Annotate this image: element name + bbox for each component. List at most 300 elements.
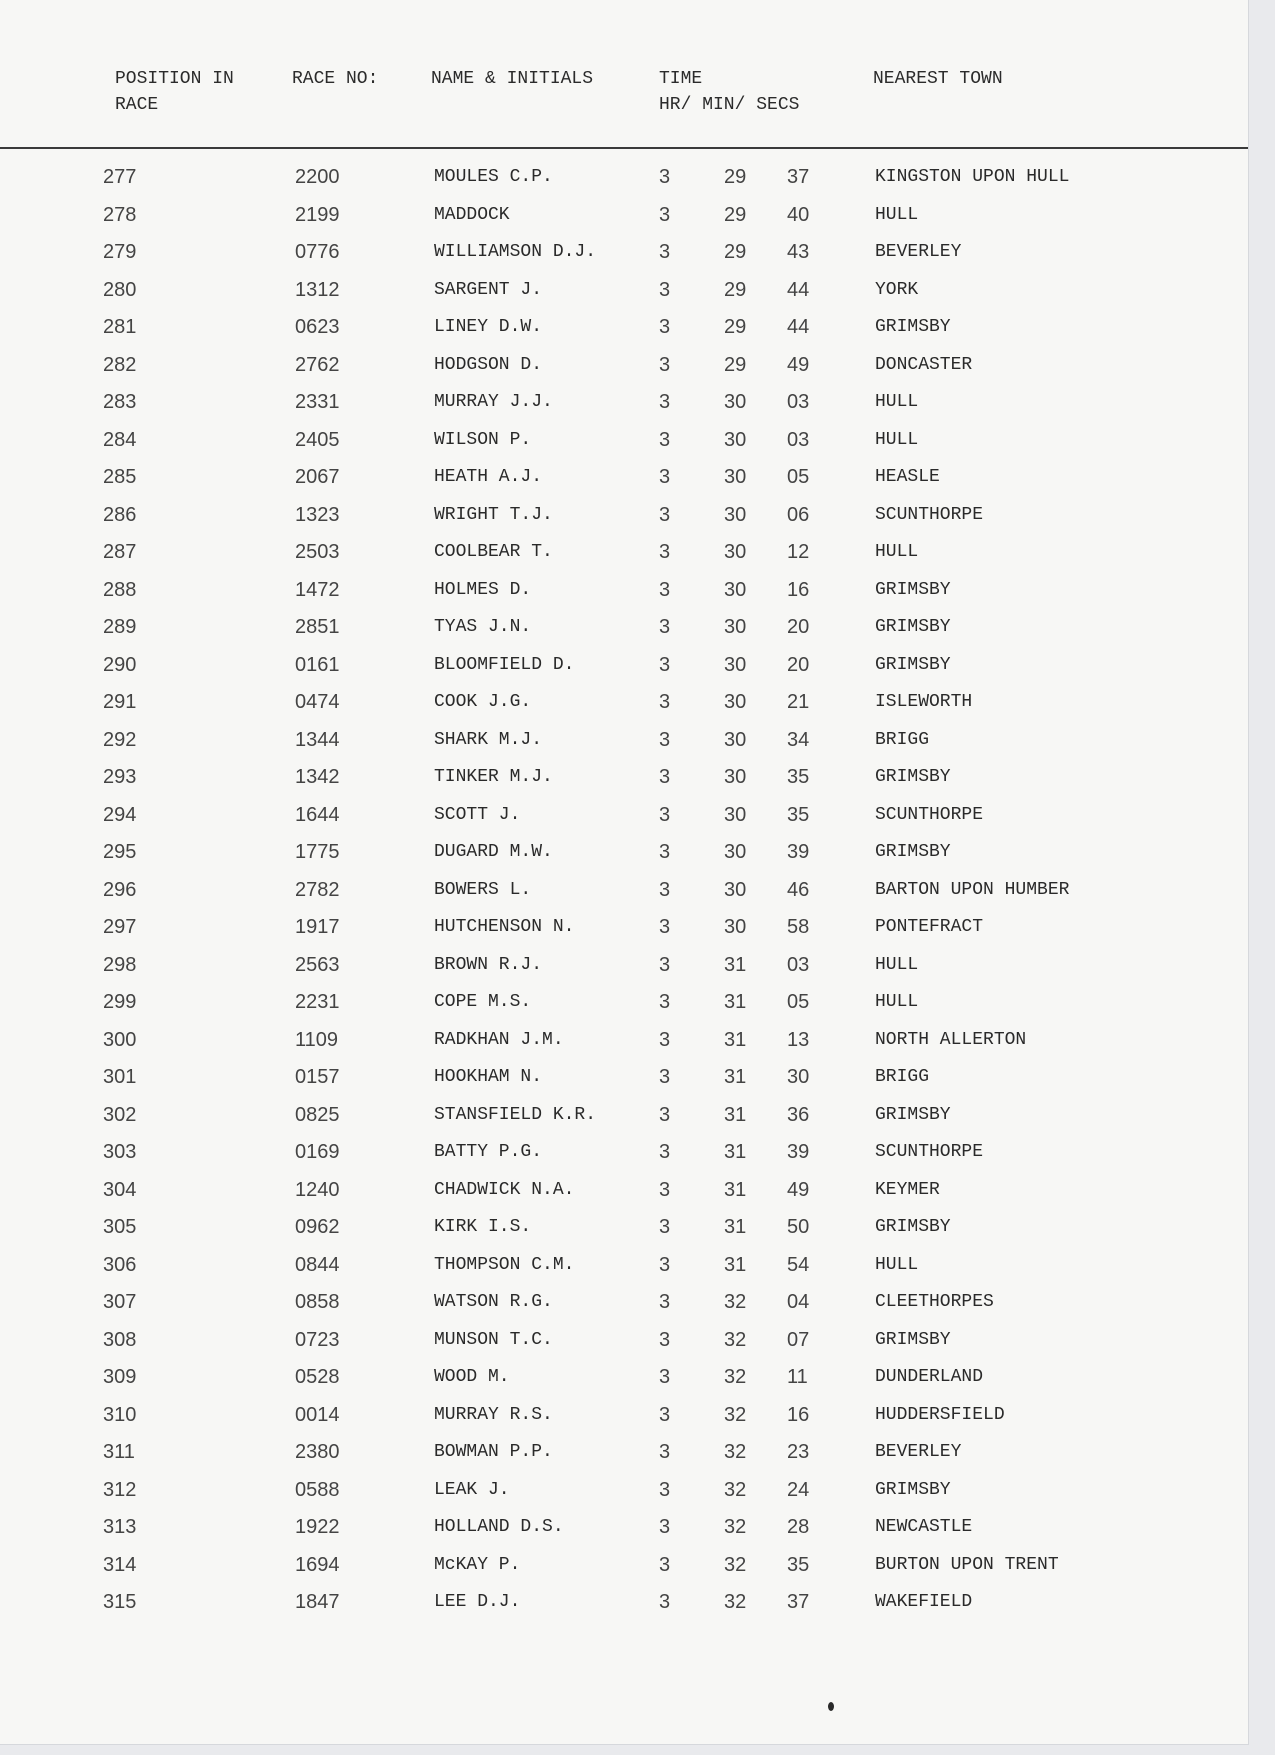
header-divider	[0, 147, 1248, 149]
time-sec-cell: 34	[787, 728, 810, 751]
runner-name-cell: STANSFIELD K.R.	[434, 1104, 597, 1125]
table-row	[0, 837, 1248, 875]
runner-name-cell: WILLIAMSON D.J.	[434, 242, 597, 262]
header-time-line1: TIME	[659, 69, 703, 89]
time-min-cell: 32	[724, 1553, 747, 1576]
table-row	[0, 237, 1248, 275]
time-min-cell: 30	[724, 841, 747, 863]
runner-name-cell: COOLBEAR T.	[434, 542, 553, 562]
time-hr-cell: 3	[659, 241, 671, 263]
nearest-town-cell: SCUNTHORPE	[875, 504, 984, 525]
time-min-cell: 31	[724, 991, 747, 1013]
runner-name-cell: HOLLAND D.S.	[434, 1517, 564, 1537]
runner-name-cell: WRIGHT T.J.	[434, 504, 553, 525]
position-cell: 283	[103, 391, 137, 413]
runner-name-cell: WOOD M.	[434, 1367, 510, 1387]
table-row	[0, 162, 1248, 200]
time-hr-cell: 3	[659, 1141, 671, 1163]
time-sec-cell: 54	[787, 1253, 810, 1276]
time-sec-cell: 46	[787, 878, 810, 901]
time-min-cell: 31	[724, 953, 747, 976]
race-no-cell: 0014	[295, 1403, 340, 1426]
runner-name-cell: SARGENT J.	[434, 279, 543, 300]
table-row	[0, 312, 1248, 350]
runner-name-cell: HODGSON D.	[434, 354, 543, 375]
race-no-cell: 1775	[295, 841, 340, 863]
position-cell: 282	[103, 353, 137, 376]
time-min-cell: 31	[724, 1141, 747, 1163]
time-min-cell: 31	[724, 1216, 747, 1238]
header-race-no: RACE NO:	[292, 69, 379, 89]
position-cell: 313	[103, 1516, 137, 1538]
race-no-cell: 0157	[295, 1066, 340, 1088]
nearest-town-cell: BURTON UPON TRENT	[875, 1554, 1059, 1575]
nearest-town-cell: HULL	[875, 204, 919, 225]
position-cell: 299	[103, 991, 137, 1013]
time-sec-cell: 37	[787, 166, 810, 188]
table-row	[0, 537, 1248, 575]
runner-name-cell: McKAY P.	[434, 1554, 521, 1575]
runner-name-cell: BLOOMFIELD D.	[434, 654, 575, 675]
runner-name-cell: MADDOCK	[434, 204, 510, 225]
time-min-cell: 30	[724, 616, 747, 638]
runner-name-cell: RADKHAN J.M.	[434, 1029, 564, 1050]
time-min-cell: 30	[724, 916, 747, 938]
time-sec-cell: 37	[787, 1591, 810, 1613]
time-min-cell: 30	[724, 541, 747, 563]
time-hr-cell: 3	[659, 1291, 671, 1313]
time-min-cell: 32	[724, 1441, 747, 1463]
position-cell: 297	[103, 916, 137, 938]
table-row	[0, 1287, 1248, 1325]
table-row	[0, 1550, 1248, 1588]
race-no-cell: 0528	[295, 1366, 340, 1388]
time-sec-cell: 03	[787, 428, 810, 451]
runner-name-cell: SCOTT J.	[434, 804, 521, 825]
race-no-cell: 2405	[295, 428, 340, 451]
time-hr-cell: 3	[659, 1253, 671, 1276]
position-cell: 295	[103, 841, 137, 863]
time-sec-cell: 20	[787, 616, 810, 638]
race-no-cell: 1109	[295, 1028, 339, 1051]
race-no-cell: 1917	[295, 916, 340, 938]
race-no-cell: 2199	[295, 203, 340, 226]
time-min-cell: 30	[724, 766, 747, 788]
race-no-cell: 2503	[295, 541, 340, 563]
table-row	[0, 1137, 1248, 1175]
time-sec-cell: 35	[787, 803, 810, 826]
position-cell: 305	[103, 1216, 137, 1238]
time-sec-cell: 20	[787, 653, 810, 676]
race-no-cell: 1694	[295, 1553, 340, 1576]
runner-name-cell: MURRAY J.J.	[434, 392, 553, 412]
position-cell: 312	[103, 1478, 137, 1501]
race-no-cell: 1472	[295, 578, 340, 601]
time-min-cell: 31	[724, 1028, 747, 1051]
time-sec-cell: 04	[787, 1291, 810, 1313]
position-cell: 301	[103, 1066, 137, 1088]
race-no-cell: 1922	[295, 1516, 340, 1538]
nearest-town-cell: GRIMSBY	[875, 654, 951, 675]
table-row	[0, 200, 1248, 238]
race-no-cell: 2380	[295, 1441, 340, 1463]
nearest-town-cell: SCUNTHORPE	[875, 804, 984, 825]
time-sec-cell: 35	[787, 766, 810, 788]
time-min-cell: 32	[724, 1478, 747, 1501]
time-hr-cell: 3	[659, 1516, 671, 1538]
position-cell: 285	[103, 466, 137, 488]
table-row	[0, 1362, 1248, 1400]
time-hr-cell: 3	[659, 1366, 671, 1388]
time-hr-cell: 3	[659, 653, 671, 676]
time-min-cell: 30	[724, 728, 747, 751]
position-cell: 298	[103, 953, 137, 976]
runner-name-cell: CHADWICK N.A.	[434, 1179, 575, 1200]
position-cell: 279	[103, 241, 137, 263]
table-row	[0, 1175, 1248, 1213]
time-min-cell: 32	[724, 1516, 747, 1538]
race-no-cell: 2200	[295, 166, 340, 188]
time-min-cell: 32	[724, 1403, 747, 1426]
time-sec-cell: 44	[787, 316, 810, 338]
time-hr-cell: 3	[659, 1591, 671, 1613]
time-min-cell: 30	[724, 803, 747, 826]
time-hr-cell: 3	[659, 1441, 671, 1463]
runner-name-cell: MUNSON T.C.	[434, 1329, 553, 1350]
race-no-cell: 1240	[295, 1178, 340, 1201]
time-hr-cell: 3	[659, 1478, 671, 1501]
nearest-town-cell: HULL	[875, 429, 919, 450]
nearest-town-cell: HULL	[875, 542, 919, 562]
time-sec-cell: 40	[787, 203, 810, 226]
time-hr-cell: 3	[659, 991, 671, 1013]
time-sec-cell: 44	[787, 278, 810, 301]
runner-name-cell: SHARK M.J.	[434, 729, 543, 750]
time-sec-cell: 43	[787, 241, 810, 263]
time-min-cell: 29	[724, 203, 747, 226]
time-sec-cell: 05	[787, 466, 810, 488]
nearest-town-cell: DUNDERLAND	[875, 1367, 984, 1387]
nearest-town-cell: WAKEFIELD	[875, 1592, 973, 1612]
time-min-cell: 32	[724, 1591, 747, 1613]
position-cell: 288	[103, 578, 137, 601]
race-no-cell: 1323	[295, 503, 340, 526]
table-row	[0, 875, 1248, 913]
nearest-town-cell: GRIMSBY	[875, 1104, 951, 1125]
time-hr-cell: 3	[659, 803, 671, 826]
nearest-town-cell: NORTH ALLERTON	[875, 1029, 1027, 1050]
time-hr-cell: 3	[659, 1403, 671, 1426]
time-sec-cell: 39	[787, 841, 810, 863]
time-hr-cell: 3	[659, 1553, 671, 1576]
nearest-town-cell: GRIMSBY	[875, 842, 951, 862]
position-cell: 284	[103, 428, 137, 451]
time-min-cell: 31	[724, 1178, 747, 1201]
race-no-cell: 2851	[295, 616, 340, 638]
time-hr-cell: 3	[659, 616, 671, 638]
header-position-line1: POSITION IN	[115, 69, 234, 89]
table-row	[0, 687, 1248, 725]
nearest-town-cell: PONTEFRACT	[875, 917, 984, 937]
time-hr-cell: 3	[659, 503, 671, 526]
position-cell: 302	[103, 1103, 137, 1126]
time-hr-cell: 3	[659, 578, 671, 601]
runner-name-cell: KIRK I.S.	[434, 1217, 532, 1237]
race-no-cell: 0844	[295, 1253, 340, 1276]
time-min-cell: 32	[724, 1328, 747, 1351]
time-hr-cell: 3	[659, 1328, 671, 1351]
race-no-cell: 2563	[295, 953, 340, 976]
table-row	[0, 1437, 1248, 1475]
race-no-cell: 1344	[295, 728, 340, 751]
runner-name-cell: HEATH A.J.	[434, 467, 543, 487]
table-row	[0, 1212, 1248, 1250]
race-no-cell: 2331	[295, 391, 340, 413]
time-sec-cell: 49	[787, 353, 810, 376]
table-row	[0, 650, 1248, 688]
table-row	[0, 1475, 1248, 1513]
position-cell: 304	[103, 1178, 137, 1201]
time-hr-cell: 3	[659, 541, 671, 563]
nearest-town-cell: BARTON UPON HUMBER	[875, 879, 1070, 900]
position-cell: 289	[103, 616, 137, 638]
race-no-cell: 0161	[295, 653, 340, 676]
position-cell: 291	[103, 691, 137, 713]
position-cell: 315	[103, 1591, 137, 1613]
runner-name-cell: COOK J.G.	[434, 692, 532, 712]
time-hr-cell: 3	[659, 316, 671, 338]
time-hr-cell: 3	[659, 1066, 671, 1088]
runner-name-cell: HUTCHENSON N.	[434, 917, 575, 937]
position-cell: 277	[103, 166, 137, 188]
table-row	[0, 950, 1248, 988]
time-hr-cell: 3	[659, 353, 671, 376]
runner-name-cell: TINKER M.J.	[434, 767, 553, 787]
time-sec-cell: 11	[787, 1366, 808, 1388]
runner-name-cell: MURRAY R.S.	[434, 1404, 553, 1425]
time-min-cell: 30	[724, 428, 747, 451]
time-hr-cell: 3	[659, 916, 671, 938]
position-cell: 294	[103, 803, 137, 826]
nearest-town-cell: KEYMER	[875, 1179, 940, 1200]
race-no-cell: 2067	[295, 466, 340, 488]
header-time	[659, 66, 799, 118]
time-hr-cell: 3	[659, 878, 671, 901]
time-min-cell: 29	[724, 166, 747, 188]
table-row	[0, 1587, 1248, 1625]
time-sec-cell: 30	[787, 1066, 810, 1088]
time-min-cell: 32	[724, 1291, 747, 1313]
table-row	[0, 987, 1248, 1025]
time-min-cell: 30	[724, 691, 747, 713]
runner-name-cell: BATTY P.G.	[434, 1142, 543, 1162]
position-cell: 296	[103, 878, 137, 901]
table-row	[0, 350, 1248, 388]
time-min-cell: 30	[724, 653, 747, 676]
race-no-cell: 1312	[295, 278, 340, 301]
nearest-town-cell: HULL	[875, 392, 919, 412]
table-row	[0, 387, 1248, 425]
race-no-cell: 2782	[295, 878, 340, 901]
runner-name-cell: HOOKHAM N.	[434, 1067, 543, 1087]
table-row	[0, 1512, 1248, 1550]
race-no-cell: 0169	[295, 1141, 340, 1163]
nearest-town-cell: HUDDERSFIELD	[875, 1404, 1005, 1425]
nearest-town-cell: BEVERLEY	[875, 1442, 962, 1462]
time-min-cell: 32	[724, 1366, 747, 1388]
time-min-cell: 30	[724, 466, 747, 488]
time-sec-cell: 03	[787, 953, 810, 976]
time-hr-cell: 3	[659, 278, 671, 301]
header-name: NAME & INITIALS	[431, 69, 594, 89]
time-hr-cell: 3	[659, 428, 671, 451]
table-row	[0, 462, 1248, 500]
nearest-town-cell: ISLEWORTH	[875, 692, 973, 712]
time-hr-cell: 3	[659, 841, 671, 863]
position-cell: 306	[103, 1253, 137, 1276]
time-sec-cell: 16	[787, 578, 810, 601]
table-row	[0, 612, 1248, 650]
runner-name-cell: HOLMES D.	[434, 579, 532, 600]
time-sec-cell: 12	[787, 541, 810, 563]
time-hr-cell: 3	[659, 466, 671, 488]
time-hr-cell: 3	[659, 1103, 671, 1126]
position-cell: 314	[103, 1553, 137, 1576]
nearest-town-cell: BRIGG	[875, 729, 930, 750]
position-cell: 293	[103, 766, 137, 788]
time-min-cell: 29	[724, 353, 747, 376]
nearest-town-cell: GRIMSBY	[875, 1329, 951, 1350]
time-sec-cell: 39	[787, 1141, 810, 1163]
table-row	[0, 800, 1248, 838]
race-no-cell: 2231	[295, 991, 340, 1013]
time-hr-cell: 3	[659, 1216, 671, 1238]
header-time-line2: HR/ MIN/ SECS	[659, 95, 800, 115]
time-sec-cell: 50	[787, 1216, 810, 1238]
nearest-town-cell: HULL	[875, 1254, 919, 1275]
time-min-cell: 31	[724, 1253, 747, 1276]
runner-name-cell: BROWN R.J.	[434, 954, 543, 975]
position-cell: 281	[103, 316, 137, 338]
table-row	[0, 500, 1248, 538]
table-row	[0, 912, 1248, 950]
time-sec-cell: 21	[787, 691, 810, 713]
time-min-cell: 29	[724, 241, 747, 263]
runner-name-cell: MOULES C.P.	[434, 167, 553, 187]
time-hr-cell: 3	[659, 391, 671, 413]
time-sec-cell: 35	[787, 1553, 810, 1576]
nearest-town-cell: YORK	[875, 279, 919, 300]
nearest-town-cell: GRIMSBY	[875, 617, 951, 637]
nearest-town-cell: HULL	[875, 992, 919, 1012]
race-no-cell: 2762	[295, 353, 340, 376]
position-cell: 287	[103, 541, 137, 563]
nearest-town-cell: GRIMSBY	[875, 579, 951, 600]
time-sec-cell: 28	[787, 1516, 810, 1538]
time-hr-cell: 3	[659, 953, 671, 976]
position-cell: 311	[103, 1441, 135, 1463]
runner-name-cell: LINEY D.W.	[434, 317, 543, 337]
position-cell: 278	[103, 203, 137, 226]
runner-name-cell: DUGARD M.W.	[434, 842, 553, 862]
time-sec-cell: 05	[787, 991, 810, 1013]
runner-name-cell: TYAS J.N.	[434, 617, 532, 637]
race-no-cell: 0962	[295, 1216, 340, 1238]
time-hr-cell: 3	[659, 728, 671, 751]
table-row	[0, 1250, 1248, 1288]
nearest-town-cell: GRIMSBY	[875, 1479, 951, 1500]
table-row	[0, 575, 1248, 613]
ink-spot	[828, 1702, 834, 1711]
nearest-town-cell: GRIMSBY	[875, 767, 951, 787]
runner-name-cell: WATSON R.G.	[434, 1292, 553, 1312]
position-cell: 310	[103, 1403, 137, 1426]
position-cell: 309	[103, 1366, 137, 1388]
table-row	[0, 1100, 1248, 1138]
race-no-cell: 0588	[295, 1478, 340, 1501]
runner-name-cell: THOMPSON C.M.	[434, 1254, 575, 1275]
time-hr-cell: 3	[659, 691, 671, 713]
nearest-town-cell: HEASLE	[875, 467, 940, 487]
header-position	[115, 66, 234, 118]
position-cell: 300	[103, 1028, 137, 1051]
time-min-cell: 29	[724, 316, 747, 338]
nearest-town-cell: NEWCASTLE	[875, 1517, 973, 1537]
time-sec-cell: 24	[787, 1478, 810, 1501]
time-hr-cell: 3	[659, 166, 671, 188]
race-no-cell: 1847	[295, 1591, 340, 1613]
nearest-town-cell: BEVERLEY	[875, 242, 962, 262]
time-sec-cell: 36	[787, 1103, 810, 1126]
race-no-cell: 0825	[295, 1103, 340, 1126]
position-cell: 308	[103, 1328, 137, 1351]
nearest-town-cell: CLEETHORPES	[875, 1292, 994, 1312]
results-table	[0, 162, 1248, 1625]
runner-name-cell: BOWERS L.	[434, 879, 532, 900]
race-no-cell: 0474	[295, 691, 340, 713]
time-min-cell: 30	[724, 503, 747, 526]
table-row	[0, 762, 1248, 800]
time-sec-cell: 49	[787, 1178, 810, 1201]
runner-name-cell: LEAK J.	[434, 1479, 510, 1500]
time-min-cell: 29	[724, 278, 747, 301]
race-no-cell: 1644	[295, 803, 340, 826]
time-sec-cell: 58	[787, 916, 810, 938]
time-min-cell: 30	[724, 391, 747, 413]
time-min-cell: 31	[724, 1066, 747, 1088]
nearest-town-cell: BRIGG	[875, 1067, 930, 1087]
nearest-town-cell: GRIMSBY	[875, 317, 951, 337]
race-no-cell: 0776	[295, 241, 340, 263]
time-sec-cell: 16	[787, 1403, 810, 1426]
time-hr-cell: 3	[659, 1178, 671, 1201]
position-cell: 292	[103, 728, 137, 751]
position-cell: 286	[103, 503, 137, 526]
table-row	[0, 425, 1248, 463]
nearest-town-cell: HULL	[875, 954, 919, 975]
position-cell: 280	[103, 278, 137, 301]
time-min-cell: 30	[724, 578, 747, 601]
time-hr-cell: 3	[659, 766, 671, 788]
table-row	[0, 1062, 1248, 1100]
nearest-town-cell: SCUNTHORPE	[875, 1142, 984, 1162]
time-sec-cell: 13	[787, 1028, 810, 1051]
time-hr-cell: 3	[659, 203, 671, 226]
time-sec-cell: 06	[787, 503, 810, 526]
runner-name-cell: WILSON P.	[434, 429, 532, 450]
table-row	[0, 1400, 1248, 1438]
race-no-cell: 0723	[295, 1328, 340, 1351]
